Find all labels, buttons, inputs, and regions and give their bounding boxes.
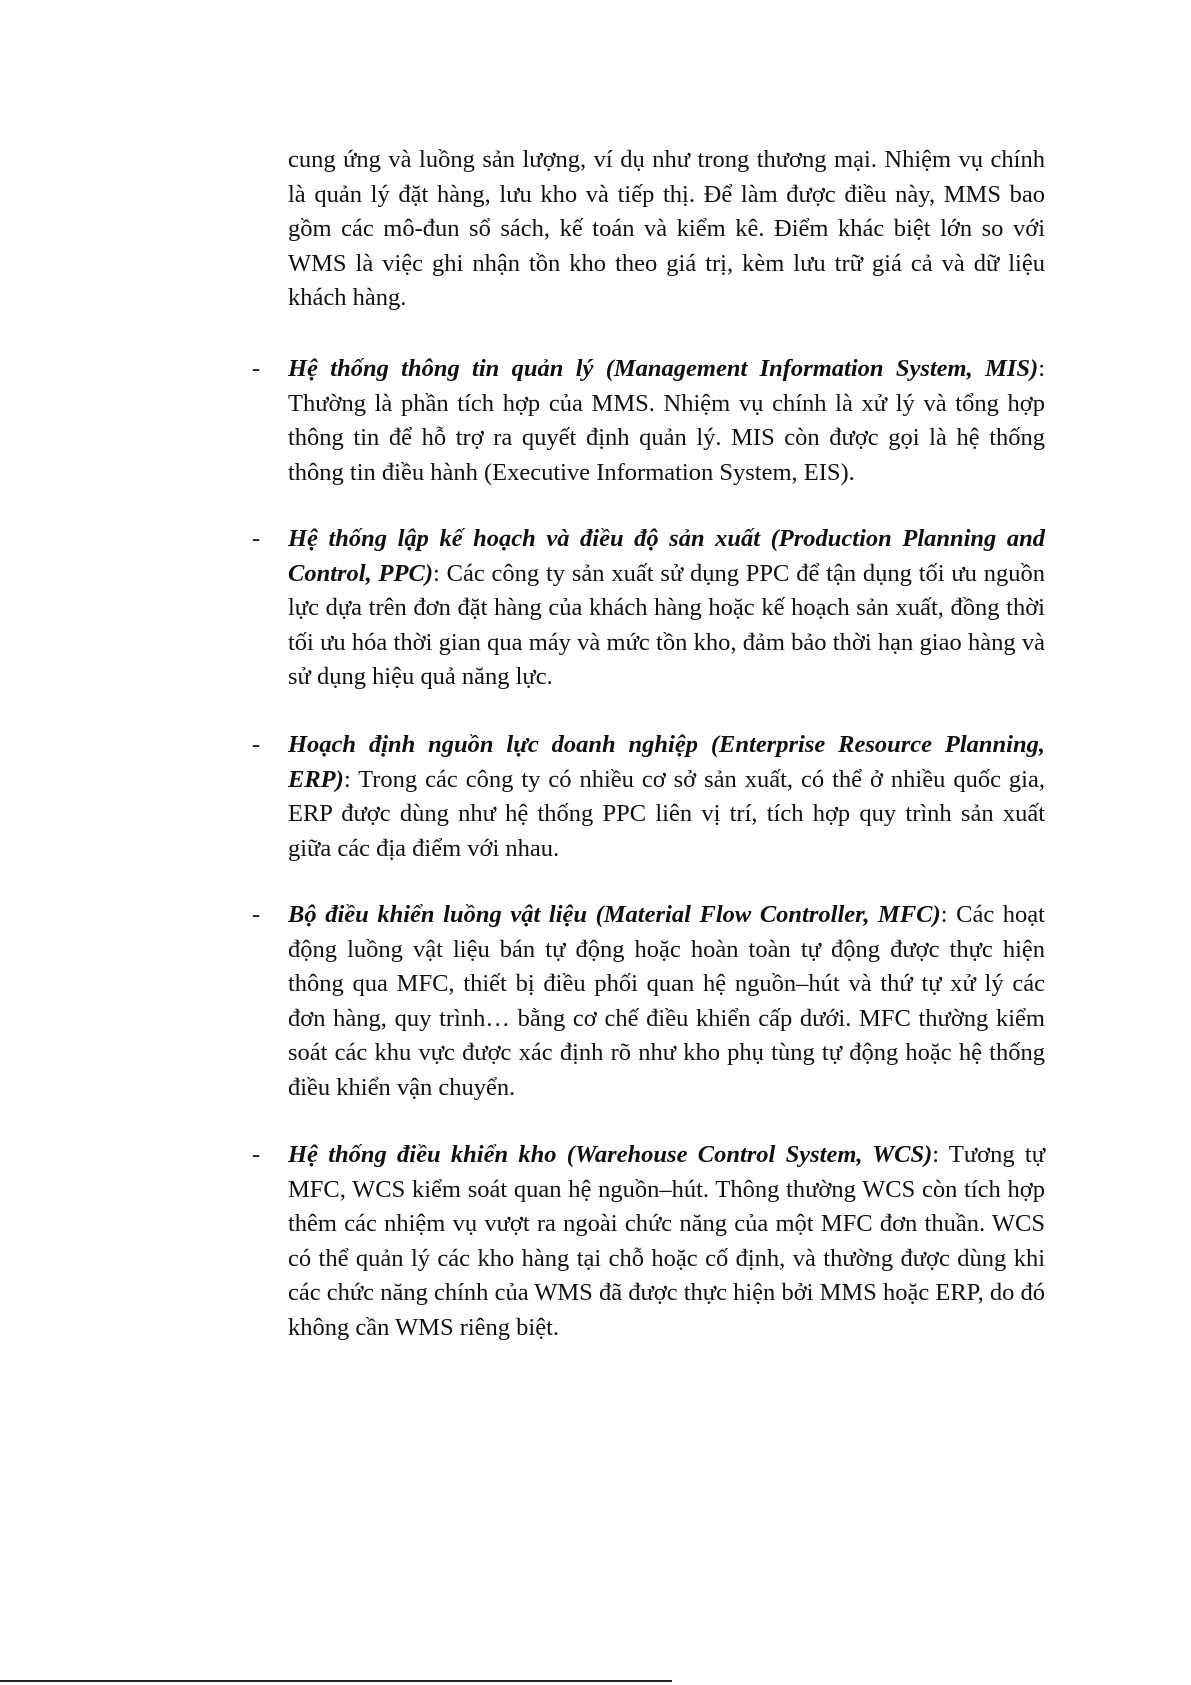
list-item-text	[288, 728, 1045, 866]
list-item-body: : Các công ty sản xuất sử dụng PPC để tận dụng tối ưu nguồn lực dựa trên đơn đặt hàng của khách hàng hoặc kế hoạch sản xuất, đồng thời tối ưu hóa thời gian qua máy và mức tồn kho, đảm bảo thời hạn giao hàng và sử dụng hiệu quả năng lực.	[288, 559, 1045, 690]
list-item-body: : Các hoạt động luồng vật liệu bán tự động hoặc hoàn toàn tự động được thực hiện thông qua MFC, thiết bị điều phối quan hệ nguồn–hút và thứ tự xử lý các đơn hàng, quy trình… bằng cơ chế điều khiển cấp dưới. MFC thường kiểm soát các khu vực được xác định rõ như kho phụ tùng tự động hoặc hệ thống điều khiển vận chuyển.	[288, 901, 1045, 1101]
bullet-dash: -	[252, 525, 261, 552]
bullet-dash: -	[252, 901, 261, 928]
list-item-text	[288, 352, 1045, 490]
list-item-body: : Trong các công ty có nhiều cơ sở sản xuất, có thể ở nhiều quốc gia, ERP được dùng như hệ thống PPC liên vị trí, tích hợp quy trình sản xuất giữa các địa điểm với nhau.	[288, 765, 1045, 862]
footer-divider	[0, 1680, 672, 1682]
bullet-dash: -	[252, 731, 261, 758]
bullet-dash: -	[252, 355, 261, 382]
bullet-dash: -	[252, 1141, 261, 1168]
list-item-body: : Thường là phần tích hợp của MMS. Nhiệm vụ chính là xử lý và tổng hợp thông tin để hỗ trợ ra quyết định quản lý. MIS còn được gọi là hệ thống thông tin điều hành (Executive Information System, EIS).	[288, 355, 1045, 486]
list-item-body: : Tương tự MFC, WCS kiểm soát quan hệ nguồn–hút. Thông thường WCS còn tích hợp thêm các nhiệm vụ vượt ra ngoài chức năng của một MFC đơn thuần. WCS có thể quản lý các kho hàng tại chỗ hoặc cố định, và thường được dùng khi các chức năng chính của WMS đã được thực hiện bởi MMS hoặc ERP, do đó không cần WMS riêng biệt.	[288, 1141, 1045, 1341]
list-item-term: Hoạch định nguồn lực doanh nghiệp (Enterprise Resource Planning, ERP)	[288, 731, 1045, 793]
list-item-term: Hệ thống lập kế hoạch và điều độ sản xuất (Production Planning and Control, PPC)	[288, 525, 1045, 587]
list-item-text	[288, 898, 1045, 1105]
list-item-term: Bộ điều khiển luồng vật liệu (Material Flow Controller, MFC)	[288, 901, 941, 928]
list-item-term: Hệ thống thông tin quản lý (Management Information System, MIS)	[288, 355, 1039, 382]
list-item-text	[288, 522, 1045, 695]
list-item-term: Hệ thống điều khiển kho (Warehouse Control System, WCS)	[288, 1141, 933, 1168]
intro-paragraph: cung ứng và luồng sản lượng, ví dụ như trong thương mại. Nhiệm vụ chính là quản lý đặt hàng, lưu kho và tiếp thị. Để làm được điều này, MMS bao gồm các mô-đun sổ sách, kế toán và kiểm kê. Điểm khác biệt lớn so với WMS là việc ghi nhận tồn kho theo giá trị, kèm lưu trữ giá cả và dữ liệu khách hàng.	[288, 146, 1045, 311]
list-item-text	[288, 1138, 1045, 1345]
